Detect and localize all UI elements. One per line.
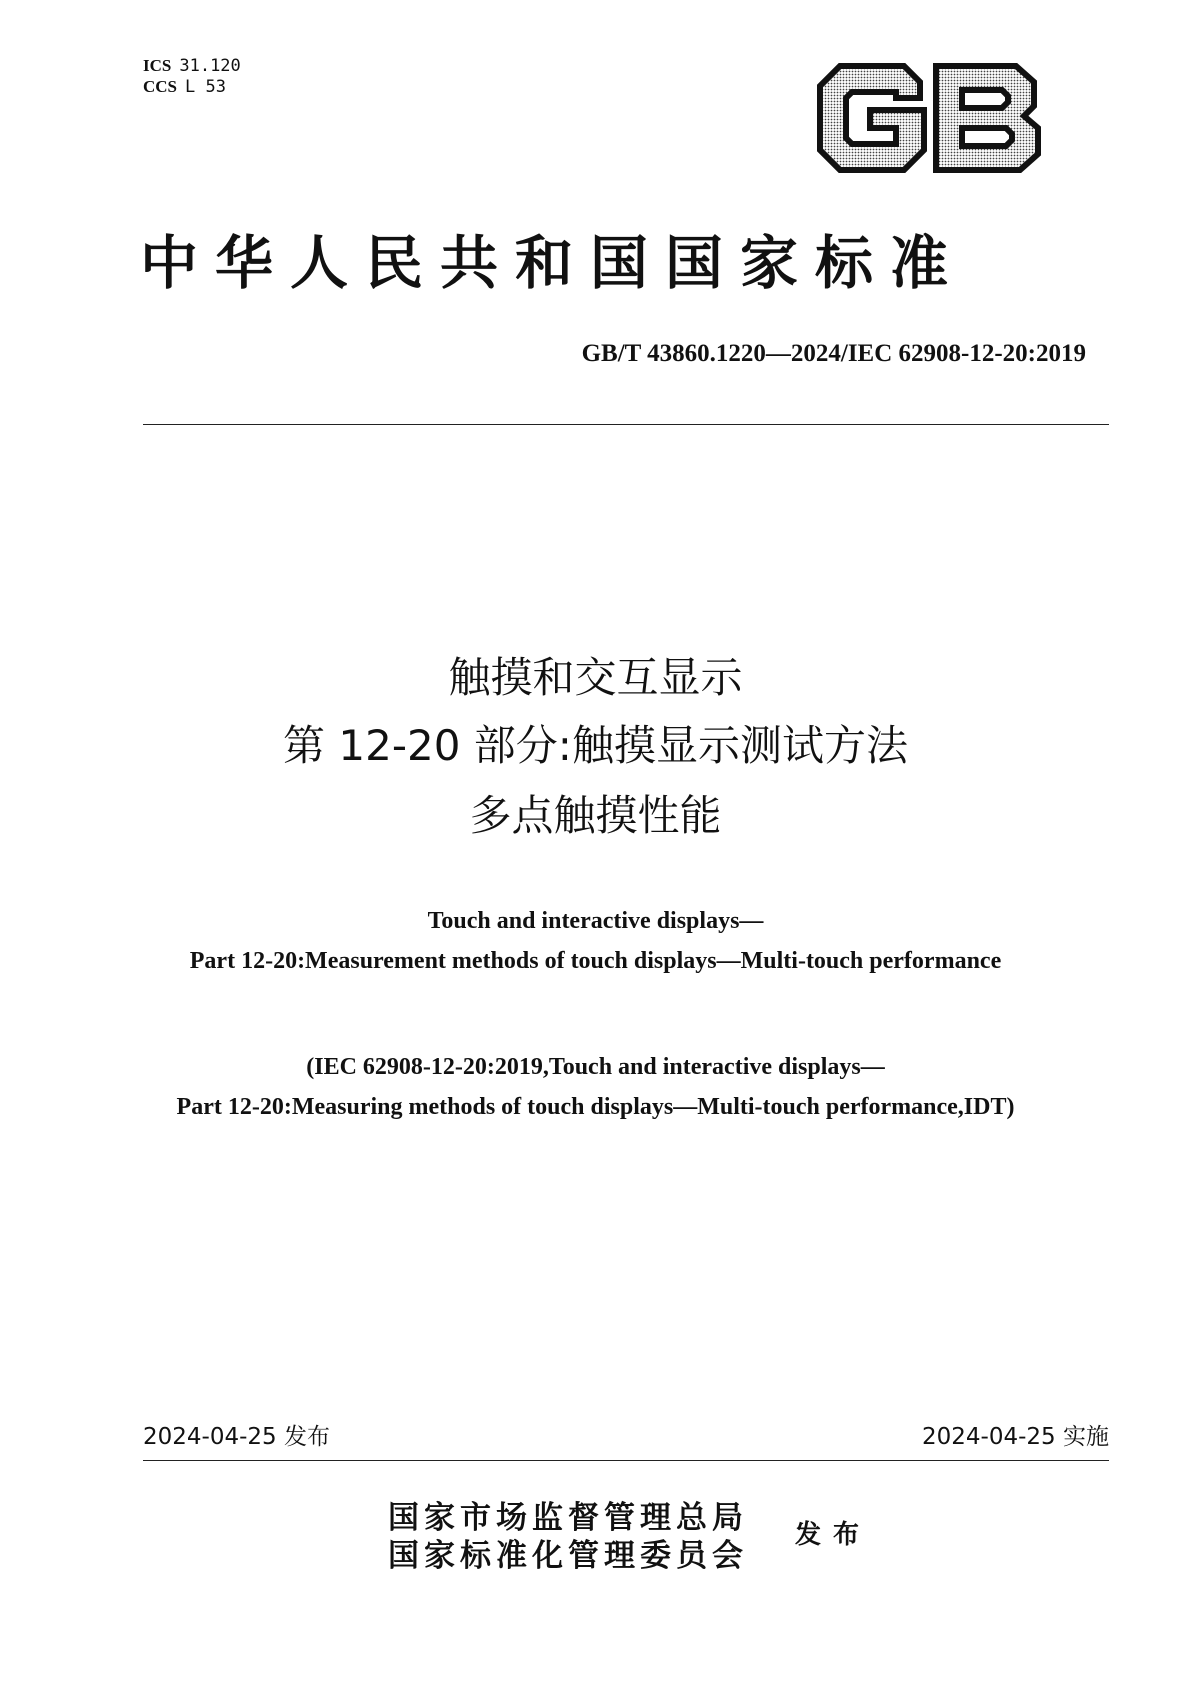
issuer-sac: 国家标准化管理委员会 [388,1538,748,1574]
english-title-line-1: Touch and interactive displays— [427,908,764,934]
standard-number: GB/T 43860.1220—2024/IEC 62908-12-20:2019 [581,340,1086,367]
ics-value: 31.120 [179,56,241,76]
issuer-samr: 国家市场监督管理总局 [388,1500,748,1536]
national-standard-title: 中华人民共和国国家标准 [140,229,966,297]
ccs-value: L 53 [185,77,226,97]
logo-b-shape [936,66,1038,170]
gb-logo [812,58,1048,178]
idt-reference-line-1: (IEC 62908-12-20:2019,Touch and interactive displays— [306,1054,885,1080]
issue-date: 2024-04-25 发布 [143,1424,330,1450]
top-divider [143,424,1109,425]
issued-by-label: 发布 [795,1520,872,1550]
implementation-date: 2024-04-25 实施 [922,1424,1109,1450]
bottom-divider [143,1460,1109,1461]
ics-code [143,56,241,76]
idt-reference-line-2: Part 12-20:Measuring methods of touch displays—Multi-touch performance,IDT) [176,1094,1015,1120]
ics-label: ICS [143,56,172,75]
chinese-title-line-2: 第 12-20 部分:触摸显示测试方法 [283,721,908,770]
logo-g-shape [820,66,924,170]
english-title-line-2: Part 12-20:Measurement methods of touch displays—Multi-touch performance [189,948,1002,974]
chinese-title-line-1: 触摸和交互显示 [448,653,743,702]
ccs-code [143,77,226,97]
ccs-label: CCS [143,77,178,96]
chinese-title-line-3: 多点触摸性能 [469,791,722,840]
